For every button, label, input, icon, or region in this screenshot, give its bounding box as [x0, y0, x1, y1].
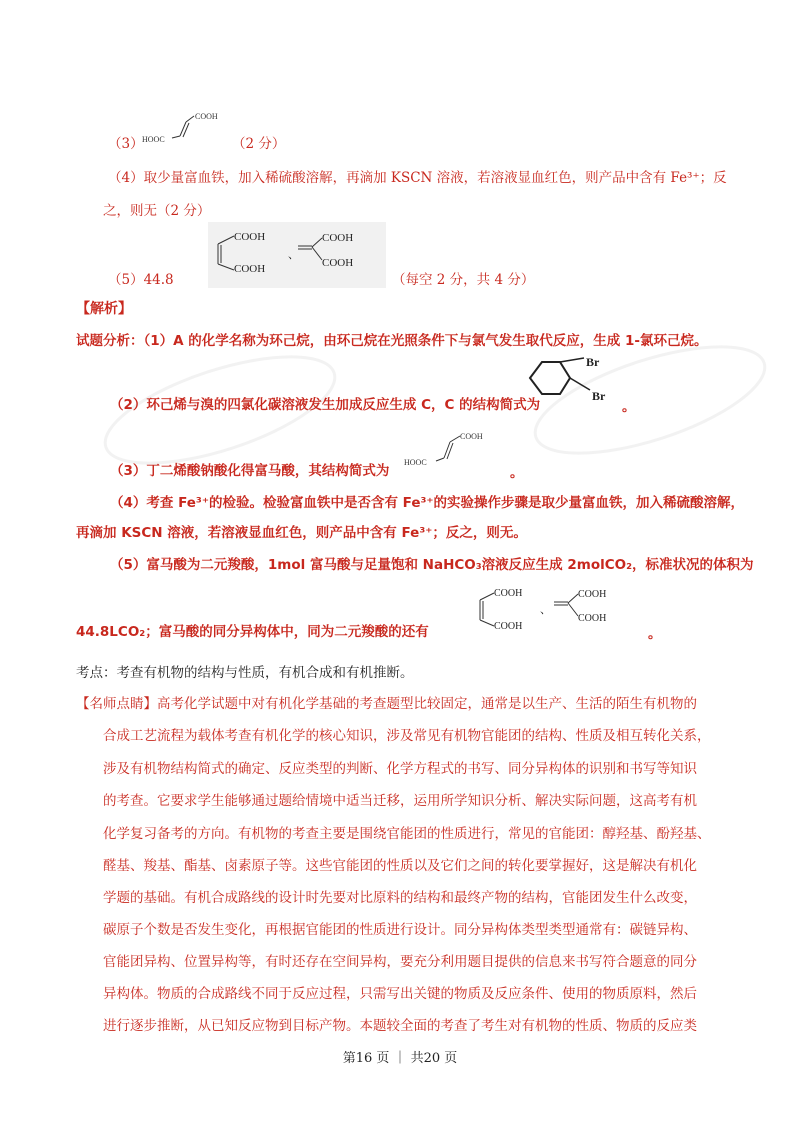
isomers-structure-analysis	[470, 580, 640, 642]
analysis-p3-end: 。	[510, 465, 524, 481]
cooh-bottom-2: COOH	[578, 613, 607, 624]
answer-4-line1: （4）取少量富血铁，加入稀硫酸溶解，再滴加 KSCN 溶液，若溶液显血红色，则产品中含有 Fe³⁺；反	[108, 170, 727, 186]
analysis-p5-end: 。	[648, 626, 662, 642]
page-footer: 第16 页 ｜ 共20 页	[342, 1051, 458, 1066]
cooh-top-2: COOH	[322, 232, 354, 244]
mingshi-tag: 【名师点睛】	[76, 696, 157, 712]
cooh-bottom-1: COOH	[494, 621, 523, 632]
analysis-p2-end: 。	[622, 399, 636, 415]
fumaric-acid-structure-answer	[140, 108, 230, 148]
mingshi-line-1: 合成工艺流程为载体考查有机化学的核心知识，涉及常见有机物官能团的结构、性质及相互转化关系，	[103, 728, 711, 744]
cooh-bottom-1: COOH	[234, 263, 266, 275]
analysis-p3: （3）丁二烯酸钠酸化得富马酸，其结构简式为	[110, 463, 390, 479]
dibromocyclohexane-structure	[520, 356, 620, 420]
fumaric-acid-structure-analysis	[400, 428, 500, 472]
mingshi-line-4: 化学复习备考的方向。有机物的考查主要是围绕官能团的性质进行，常见的官能团：醇羟基、酚羟基、	[103, 826, 711, 842]
separator: 、	[540, 604, 551, 616]
analysis-p4-line1: （4）考查 Fe³⁺的检验。检验富血铁中是否含有 Fe³⁺的实验操作步骤是取少量富血铁，加入稀硫酸溶解，	[110, 495, 745, 511]
separator: 、	[288, 249, 299, 261]
mingshi-first-line	[76, 692, 697, 712]
answer-5-score: （每空 2 分，共 4 分）	[392, 272, 535, 288]
analysis-header: 【解析】	[76, 301, 132, 317]
answer-3-label: （3）	[108, 136, 144, 152]
br-top: Br	[586, 356, 600, 369]
cooh-text: COOH	[460, 432, 483, 441]
kaodian: 考点：考查有机物的结构与性质，有机合成和有机推断。	[76, 665, 414, 681]
hooc-text: HOOC	[142, 135, 165, 144]
analysis-p2: （2）环己烯与溴的四氯化碳溶液发生加成反应生成 C，C 的结构简式为	[110, 397, 541, 413]
cooh-top-1: COOH	[234, 231, 266, 243]
cooh-top-2: COOH	[578, 589, 607, 600]
mingshi-line-8: 官能团异构、位置异构等，有时还存在空间异构，要充分利用题目提供的信息来书写符合题意的同分	[103, 954, 697, 970]
analysis-p5-line2: 44.8LCO₂；富马酸的同分异构体中，同为二元羧酸的还有	[76, 624, 429, 640]
analysis-p5-line1: （5）富马酸为二元羧酸，1mol 富马酸与足量饱和 NaHCO₃溶液反应生成 2molCO₂，标准状况的体积为	[110, 557, 754, 573]
mingshi-line-7: 碳原子个数是否发生变化，再根据官能团的性质进行设计。同分异构体类型类型通常有：碳链异构、	[103, 922, 697, 938]
cooh-text: COOH	[195, 112, 218, 121]
analysis-p1: 试题分析：（1）A 的化学名称为环己烷，由环己烷在光照条件下与氯气发生取代反应，生成 1-氯环己烷。	[76, 333, 708, 349]
cooh-top-1: COOH	[494, 588, 523, 599]
hooc-text: HOOC	[404, 458, 427, 467]
br-bottom: Br	[592, 389, 606, 403]
answer-5-label: （5）44.8	[108, 272, 174, 288]
mingshi-line-6: 学题的基础。有机合成路线的设计时先要对比原料的结构和最终产物的结构，官能团发生什么改变，	[103, 890, 697, 906]
mingshi-line-9: 异构体。物质的合成路线不同于反应过程，只需写出关键的物质及反应条件、使用的物质原料，然后	[103, 986, 697, 1002]
analysis-p4-line2: 再滴加 KSCN 溶液，若溶液显血红色，则产品中含有 Fe³⁺；反之，则无。	[76, 525, 527, 541]
answer-4-line2: 之，则无（2 分）	[103, 203, 211, 219]
mingshi-first: 高考化学试题中对有机化学基础的考查题型比较固定，通常是以生产、生活的陌生有机物的	[157, 696, 697, 712]
mingshi-line-10: 进行逐步推断，从已知反应物到目标产物。本题较全面的考查了考生对有机物的性质、物质的反应类	[103, 1018, 697, 1034]
cooh-bottom-2: COOH	[322, 257, 354, 269]
mingshi-line-5: 醛基、羧基、酯基、卤素原子等。这些官能团的性质以及它们之间的转化要掌握好，这是解决有机化	[103, 858, 697, 874]
mingshi-line-3: 的考查。它要求学生能够通过题给情境中适当迁移，运用所学知识分析、解决实际问题，这高考有机	[103, 793, 697, 809]
answer-3-score: （2 分）	[232, 136, 286, 152]
mingshi-line-2: 涉及有机物结构简式的确定、反应类型的判断、化学方程式的书写、同分异构体的识别和书写等知识	[103, 761, 697, 777]
isomers-structure-answer	[208, 222, 386, 288]
